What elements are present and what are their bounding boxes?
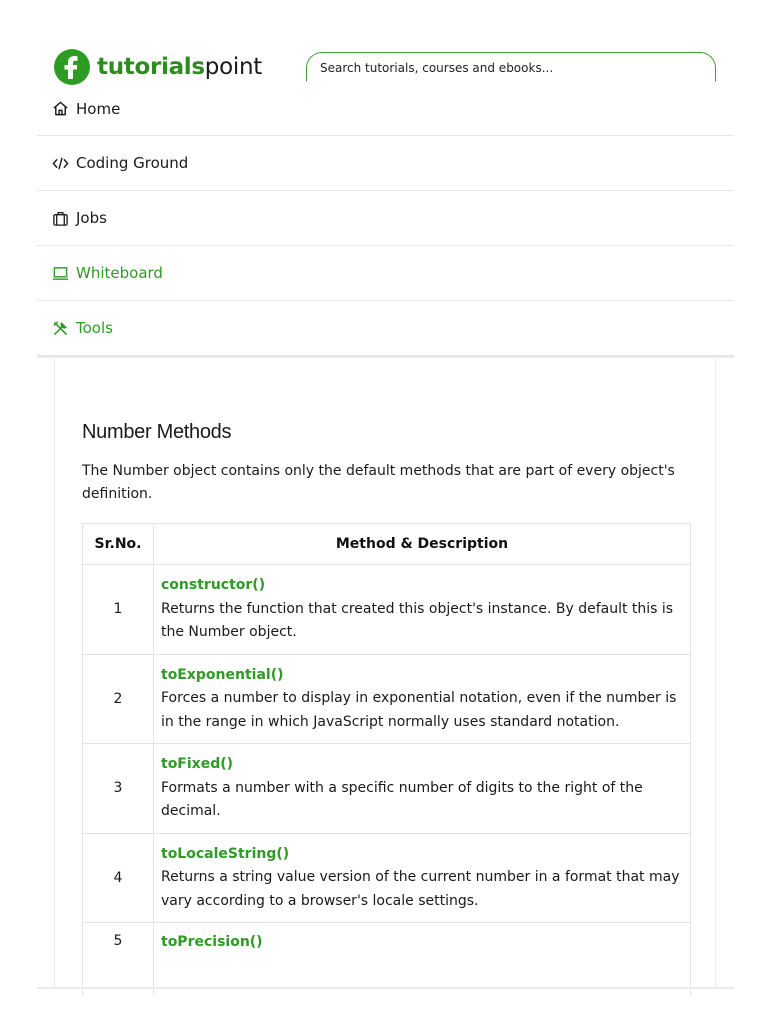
method-cell (154, 565, 691, 655)
table-row (83, 654, 691, 744)
briefcase-icon (51, 209, 69, 227)
row-number: 2 (83, 654, 154, 744)
method-name: toPrecision() (161, 934, 263, 950)
column-header-srno: Sr.No. (83, 524, 154, 565)
code-icon (51, 154, 69, 172)
method-cell (154, 923, 691, 997)
row-number: 4 (83, 833, 154, 923)
method-name: constructor() (161, 577, 266, 593)
nav-item-home[interactable] (37, 82, 734, 136)
method-description: Forces a number to display in exponential notation, even if the number is in the range in which JavaScript normally uses standard notation. (161, 690, 677, 730)
method-description: Formats a number with a specific number of digits to the right of the decimal. (161, 779, 643, 819)
method-cell (154, 833, 691, 923)
methods-table (82, 523, 691, 996)
intro-paragraph: The Number object contains only the default methods that are part of every object's definition. (82, 463, 675, 502)
column-header-method: Method & Description (154, 524, 691, 565)
table-row (83, 744, 691, 834)
nav-item-tools[interactable] (37, 301, 734, 356)
site-header (0, 0, 768, 90)
main-nav (37, 82, 734, 356)
row-number: 3 (83, 744, 154, 834)
table-row (83, 565, 691, 655)
nav-item-whiteboard[interactable] (37, 246, 734, 301)
nav-item-label: Home (76, 99, 121, 118)
method-name: toLocaleString() (161, 845, 290, 862)
content-bottom-border (37, 987, 734, 989)
page-title: Number Methods (82, 421, 232, 443)
nav-item-coding-ground[interactable] (37, 136, 734, 191)
table-row (83, 833, 691, 923)
nav-item-jobs[interactable] (37, 191, 734, 246)
whiteboard-icon (51, 264, 69, 282)
logo-wordmark: tutorialspoint (97, 54, 262, 80)
tools-icon (51, 319, 69, 337)
nav-item-label: Jobs (76, 209, 107, 227)
table-row (83, 923, 691, 997)
method-cell (154, 654, 691, 744)
nav-item-label: Coding Ground (76, 154, 189, 172)
method-description: Returns a string value version of the current number in a format that may vary according to a browser's locale settings. (161, 869, 680, 909)
method-cell (154, 744, 691, 834)
search-input[interactable]: Search tutorials, courses and ebooks... (306, 52, 716, 82)
method-name: toExponential() (161, 666, 284, 683)
nav-item-label: Tools (76, 319, 113, 337)
method-name: toFixed() (161, 756, 234, 772)
article-content (54, 359, 716, 988)
nav-item-label: Whiteboard (76, 264, 163, 282)
table-header-row (83, 524, 691, 565)
row-number: 1 (83, 565, 154, 655)
row-number: 5 (83, 923, 154, 997)
home-icon (51, 100, 69, 118)
logo-mark-icon (53, 48, 91, 86)
method-description: Returns the function that created this object's instance. By default this is the Number object. (161, 600, 674, 640)
site-logo[interactable] (53, 48, 262, 86)
